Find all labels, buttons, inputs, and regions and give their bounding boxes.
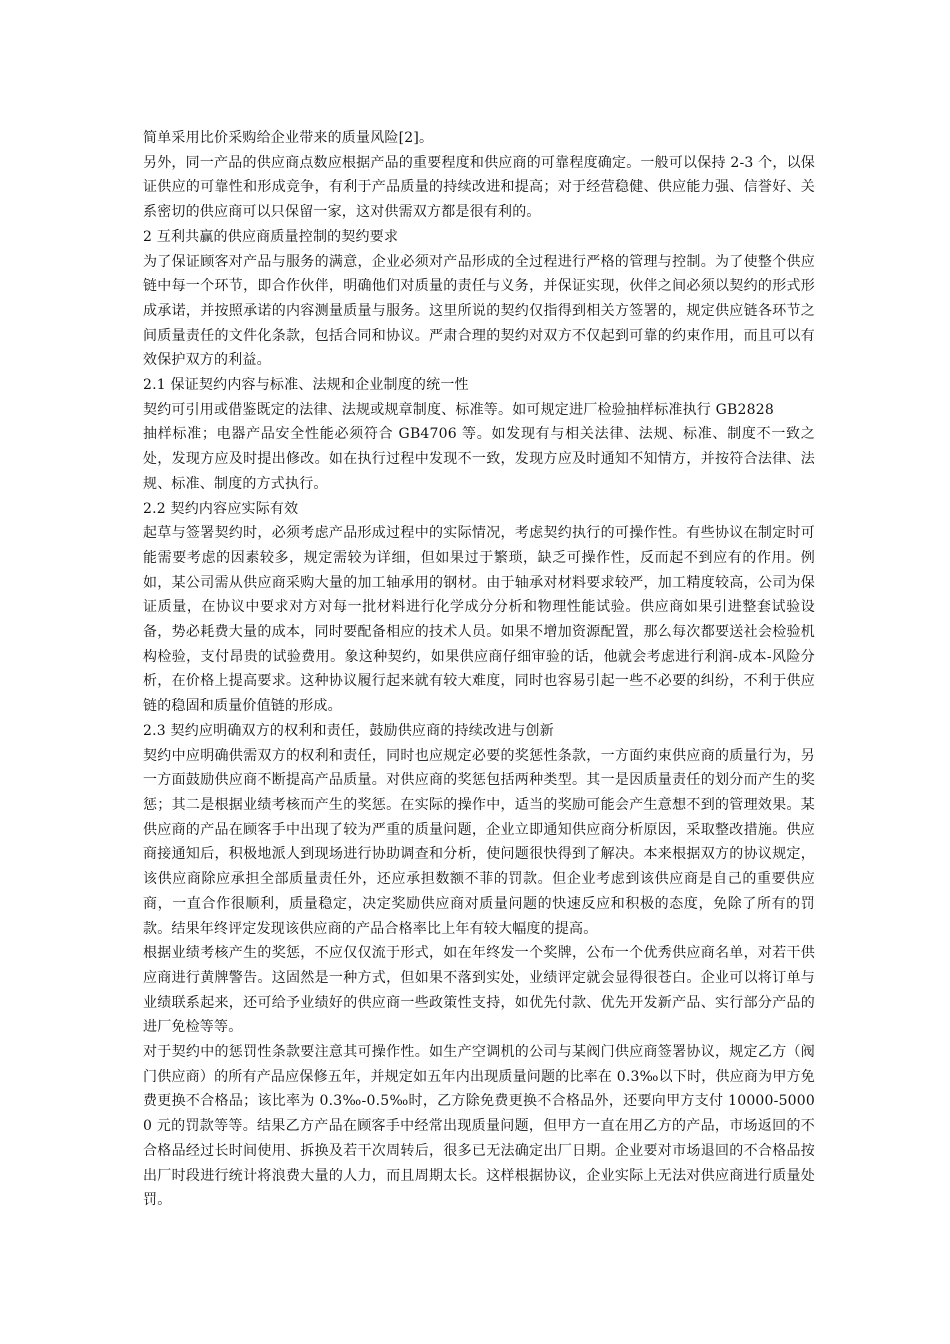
paragraph: 另外，同一产品的供应商点数应根据产品的重要程度和供应商的可靠程度确定。一般可以保持 2-3 个，以保证供应的可靠性和形成竞争，有利于产品质量的持续改进和提高；对于经营稳健、供应能力强、信誉好、关系密切的供应商可以只保留一家，这对供需双方都是很有利的。 xyxy=(143,154,815,221)
paragraph: 简单采用比价采购给企业带来的质量风险[2]。 xyxy=(143,130,434,146)
section-heading: 2.2 契约内容应实际有效 xyxy=(143,500,299,517)
paragraph: 起草与签署契约时，必须考虑产品形成过程中的实际情况，考虑契约执行的可操作性。有些协议在制定时可能需要考虑的因素较多，规定需较为详细，但如果过于繁琐，缺乏可操作性，反而起不到应有的作用。例如，某公司需从供应商采购大量的加工轴承用的钢材。由于轴承对材料要求较严，加工精度较高，公司为保证质量，在协议中要求对方对每一批材料进行化学成分分析和物理性能试验。供应商如果引进整套试验设备，势必耗费大量的成本，同时要配备相应的技术人员。如果不增加资源配置，那么每次都要送社会检验机构检验，支付昂贵的试验费用。象这种契约，如果供应商仔细审验的话，他就会考虑进行利润-成本-风险分析，在价格上提高要求。这种协议履行起来就有较大难度，同时也容易引起一些不必要的纠纷，不利于供应链的稳固和质量价值链的形成。 xyxy=(143,525,815,715)
paragraph: 契约中应明确供需双方的权利和责任，同时也应规定必要的奖惩性条款，一方面约束供应商的质量行为，另一方面鼓励供应商不断提高产品质量。对供应商的奖惩包括两种类型。其一是因质量责任的划分而产生的奖惩；其二是根据业绩考核而产生的奖惩。在实际的操作中，适当的奖励可能会产生意想不到的管理效果。某供应商的产品在顾客手中出现了较为严重的质量问题，企业立即通知供应商分析原因，采取整改措施。供应商接通知后，积极地派人到现场进行协助调查和分析，使问题很快得到了解决。本来根据双方的协议规定，该供应商除应承担全部质量责任外，还应承担数额不菲的罚款。但企业考虑到该供应商是自己的重要供应商，一直合作很顺利，质量稳定，决定奖励供应商对质量问题的快速反应和积极的态度，免除了所有的罚款。结果年终评定发现该供应商的产品合格率比上年有较大幅度的提高。 xyxy=(143,747,815,937)
paragraph: 契约可引用或借鉴既定的法律、法规或规章制度、标准等。如可规定进厂检验抽样标准执行 GB2828 xyxy=(143,401,774,418)
document-body xyxy=(143,126,815,1213)
section-heading: 2 互利共赢的供应商质量控制的契约要求 xyxy=(143,228,399,245)
paragraph: 为了保证顾客对产品与服务的满意，企业必须对产品形成的全过程进行严格的管理与控制。为了使整个供应链中每一个环节，即合作伙伴，明确他们对质量的责任与义务，并保证实现，伙伴之间必须以契约的形式形成承诺，并按照承诺的内容测量质量与服务。这里所说的契约仅指得到相关方签署的，规定供应链各环节之间质量责任的文件化条款，包括合同和协议。严肃合理的契约对双方不仅起到可靠的约束作用，而且可以有效保护双方的利益。 xyxy=(143,253,815,369)
paragraph: 对于契约中的惩罚性条款要注意其可操作性。如生产空调机的公司与某阀门供应商签署协议，规定乙方（阀门供应商）的所有产品应保修五年，并规定如五年内出现质量问题的比率在 0.3‰以下时，供应商为甲方免费更换不合格品；该比率为 0.3‰-0.5‰时，乙方除免费更换不合格品外，还要向甲方支付 10000-50000 元的罚款等等。结果乙方产品在顾客手中经常出现质量问题，但甲方一直在用乙方的产品，市场返回的不合格品经过长时间使用、拆换及若干次周转后，很多已无法确定出厂日期。企业要对市场退回的不合格品按出厂时段进行统计将浪费大量的人力，而且周期太长。这样根据协议，企业实际上无法对供应商进行质量处罚。 xyxy=(143,1044,815,1209)
paragraph: 抽样标准；电器产品安全性能必须符合 GB4706 等。如发现有与相关法律、法规、标准、制度不一致之处，发现方应及时提出修改。如在执行过程中发现不一致，发现方应及时通知不知情方，并按符合法律、法规、标准、制度的方式执行。 xyxy=(143,426,815,492)
section-heading: 2.3 契约应明确双方的权利和责任，鼓励供应商的持续改进与创新 xyxy=(143,722,554,739)
section-heading: 2.1 保证契约内容与标准、法规和企业制度的统一性 xyxy=(143,377,469,394)
paragraph: 根据业绩考核产生的奖惩，不应仅仅流于形式，如在年终发一个奖牌，公布一个优秀供应商名单，对若干供应商进行黄牌警告。这固然是一种方式，但如果不落到实处，业绩评定就会显得很苍白。企业可以将订单与业绩联系起来，还可给予业绩好的供应商一些政策性支持，如优先付款、优先开发新产品、实行部分产品的进厂免检等等。 xyxy=(143,945,815,1036)
